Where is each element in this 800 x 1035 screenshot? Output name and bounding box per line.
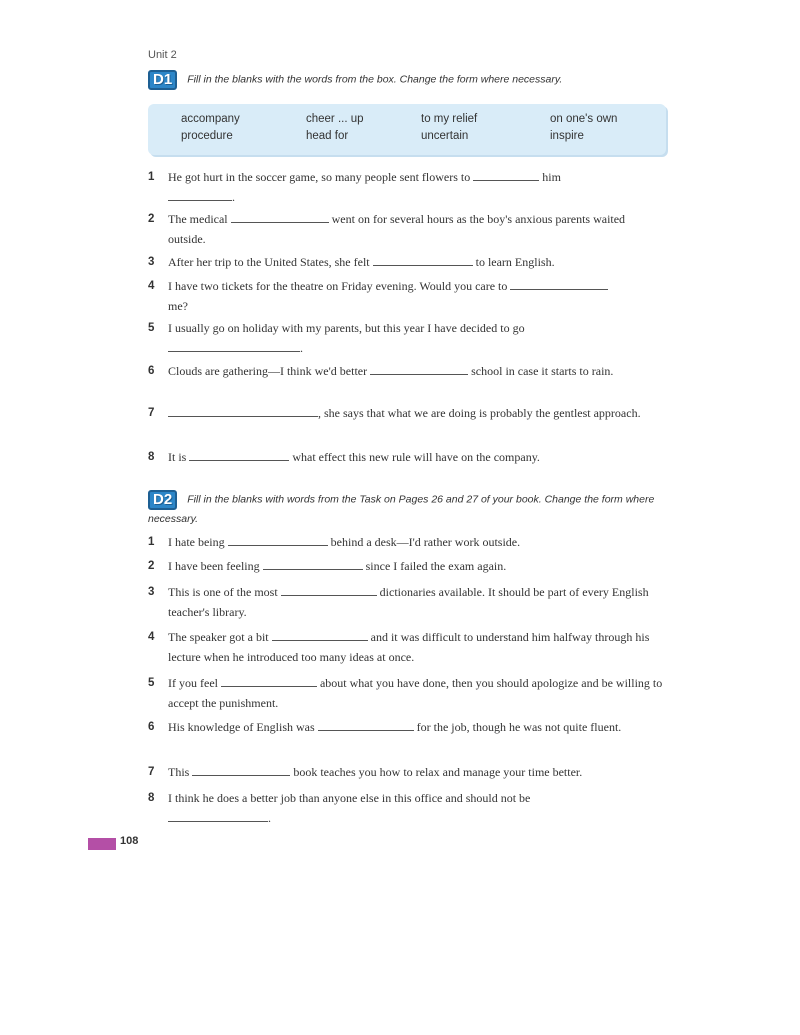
question-text: His knowledge of English was	[168, 720, 315, 734]
d2-question-6	[148, 717, 663, 737]
question-number: 5	[148, 322, 155, 334]
question-number: 4	[148, 280, 155, 292]
question-text: This is one of the most	[168, 585, 278, 599]
question-text: Clouds are gathering—I think we'd better	[168, 364, 368, 378]
question-text: I usually go on holiday with my parents, but this year I have decided to go	[168, 321, 525, 335]
question-number: 4	[148, 631, 155, 643]
question-number: 1	[148, 171, 155, 183]
word-box-item: head for	[306, 130, 349, 142]
question-text: me?	[168, 299, 188, 313]
d1-question-8	[148, 447, 663, 467]
word-box-item: to my relief	[421, 113, 478, 125]
question-number: 8	[148, 792, 155, 804]
d1-question-4	[148, 276, 663, 316]
question-number: 8	[148, 451, 155, 463]
answer-blank[interactable]	[221, 674, 317, 687]
word-box	[148, 104, 666, 155]
d2-question-5	[148, 673, 663, 713]
d2-header	[148, 490, 668, 528]
d2-instruction: Fill in the blanks with words from the Task on Pages 26 and 27 of your book. Change the form where necessary.	[148, 493, 655, 525]
question-text: I have two tickets for the theatre on Friday evening. Would you care to	[168, 279, 508, 293]
unit-label: Unit 2	[148, 49, 177, 61]
answer-blank[interactable]	[168, 809, 268, 822]
answer-blank[interactable]	[373, 253, 473, 266]
question-number: 5	[148, 677, 155, 689]
d2-question-1	[148, 532, 663, 552]
answer-blank[interactable]	[272, 628, 368, 641]
question-number: 6	[148, 365, 155, 377]
word-box-item: inspire	[550, 130, 584, 142]
question-number: 1	[148, 536, 155, 548]
answer-blank[interactable]	[510, 277, 608, 290]
answer-blank[interactable]	[168, 404, 318, 417]
question-text: I hate being	[168, 535, 225, 549]
question-text: After her trip to the United States, she felt	[168, 255, 370, 269]
question-text: since I failed the exam again.	[365, 559, 507, 573]
question-text: The speaker got a bit	[168, 630, 269, 644]
question-text: He got hurt in the soccer game, so many people sent flowers to	[168, 170, 471, 184]
question-text: It is	[168, 450, 187, 464]
question-text: school in case it starts to rain.	[471, 364, 614, 378]
question-text: and it was difficult to understand him halfway through his lecture when he introduced too many ideas at once.	[168, 630, 650, 664]
d2-question-4	[148, 627, 663, 667]
question-text: .	[268, 811, 271, 825]
question-text: what effect this new rule will have on the company.	[292, 450, 540, 464]
answer-blank[interactable]	[263, 557, 363, 570]
d1-question-7	[148, 403, 663, 423]
question-number: 6	[148, 721, 155, 733]
answer-blank[interactable]	[192, 763, 290, 776]
page-footer-bar	[88, 838, 116, 850]
question-text: him	[542, 170, 561, 184]
d1-question-1	[148, 167, 663, 207]
word-box-item: uncertain	[421, 130, 469, 142]
question-number: 2	[148, 560, 155, 572]
question-text: This	[168, 765, 190, 779]
question-text: .	[300, 341, 303, 355]
answer-blank[interactable]	[231, 210, 329, 223]
d1-question-2	[148, 209, 663, 249]
question-text: went on for several hours as the boy's anxious parents waited outside.	[168, 212, 626, 246]
question-text: .	[232, 190, 235, 204]
question-text: behind a desk—I'd rather work outside.	[330, 535, 521, 549]
d1-question-5	[148, 318, 663, 358]
question-text: for the job, though he was not quite fluent.	[416, 720, 622, 734]
question-text: If you feel	[168, 676, 218, 690]
answer-blank[interactable]	[189, 448, 289, 461]
word-box-item: cheer ... up	[306, 113, 364, 125]
question-text: The medical	[168, 212, 228, 226]
question-text: I have been feeling	[168, 559, 260, 573]
question-text: to learn English.	[475, 255, 555, 269]
answer-blank[interactable]	[168, 188, 232, 201]
d1-question-6	[148, 361, 663, 381]
answer-blank[interactable]	[281, 583, 377, 596]
d2-badge: D2	[148, 490, 177, 510]
answer-blank[interactable]	[473, 168, 539, 181]
d2-question-2	[148, 556, 663, 576]
answer-blank[interactable]	[168, 339, 300, 352]
answer-blank[interactable]	[318, 718, 414, 731]
word-box-item: on one's own	[550, 113, 618, 125]
d1-badge: D1	[148, 70, 177, 90]
question-number: 3	[148, 586, 155, 598]
answer-blank[interactable]	[370, 362, 468, 375]
question-number: 3	[148, 256, 155, 268]
question-number: 7	[148, 766, 155, 778]
word-box-item: accompany	[181, 113, 240, 125]
d1-header	[148, 70, 668, 90]
d1-question-3	[148, 252, 663, 272]
question-number: 2	[148, 213, 155, 225]
word-box-item: procedure	[181, 130, 233, 142]
d2-question-7	[148, 762, 663, 782]
d1-instruction: Fill in the blanks with the words from the box. Change the form where necessary.	[187, 73, 563, 86]
d2-question-8	[148, 788, 663, 828]
d2-question-3	[148, 582, 663, 622]
answer-blank[interactable]	[228, 533, 328, 546]
question-text: I think he does a better job than anyone else in this office and should not be	[168, 791, 531, 805]
question-text: book teaches you how to relax and manage your time better.	[293, 765, 583, 779]
page-number: 108	[120, 835, 139, 847]
question-text: , she says that what we are doing is probably the gentlest approach.	[318, 406, 641, 420]
question-number: 7	[148, 407, 155, 419]
question-text: dictionaries available. It should be part of every English teacher's library.	[168, 585, 649, 619]
question-text: about what you have done, then you should apologize and be willing to accept the punishment.	[168, 676, 663, 710]
